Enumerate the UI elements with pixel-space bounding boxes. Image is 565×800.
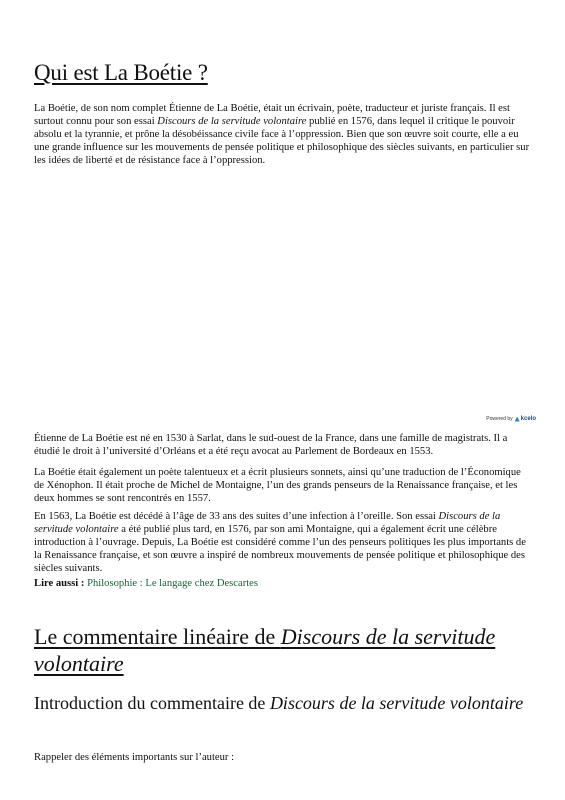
intro-paragraph [34, 102, 532, 167]
subsection-title [34, 692, 534, 715]
ad-powered-by: Powered by [486, 416, 513, 422]
see-also-link[interactable]: Philosophie : Le langage chez Descartes [87, 578, 259, 589]
subsection-title-text: Introduction du commentaire de [34, 693, 270, 713]
ad-brand-logo [515, 416, 536, 422]
bio-text-3a: En 1563, La Boétie est décédé à l’âge de 33 ans des suites d’une infection à l’oreille. Son essai [34, 511, 439, 522]
section-title [34, 623, 534, 677]
see-also [34, 578, 258, 589]
ad-brand-name: kcelo [520, 416, 536, 422]
page-title: Qui est La Boétie ? [34, 60, 208, 85]
bio-paragraph-3 [34, 510, 532, 575]
section-title-text: Le commentaire linéaire de [34, 624, 281, 649]
section-title-work: Discours de la servitude volontaire [34, 624, 496, 676]
see-also-label: Lire aussi : [34, 578, 85, 589]
brand-logo-icon [515, 417, 520, 422]
bio-paragraph-1: Étienne de La Boétie est né en 1530 à Sarlat, dans le sud-ouest de la France, dans une famille de magistrats. Il a étudié le droit à l’université d’Orléans et a été reçu avocat au Parlement de Bordeaux en 1553. [34, 433, 508, 457]
intro-text-1: La Boétie, de son nom complet Étienne de La Boétie, était un écrivain, poète, traducteur et juriste français. Il est surtout connu pour son essai [34, 103, 510, 127]
bio-paragraph-2: La Boétie était également un poète talentueux et a écrit plusieurs sonnets, ainsi qu’une traduction de l’Économique de Xénophon. Il était proche de Michel de Montaigne, l’un des grands penseurs de la Renaissance française, et les deux hommes se sont rencontrés en 1557. [34, 467, 521, 504]
subsection-title-work: Discours de la servitude volontaire [269, 693, 524, 713]
intro-text-2: publié en 1576, dans lequel il critique le pouvoir absolu et la tyrannie, et prône la désobéissance civile face à l’oppression. Bien que son œuvre soit courte, elle a eu une grande influence sur les mouvements de pensée politique et philosophique des siècles suivants, en particulier sur les idées de liberté et de résistance face à l’oppression. [34, 116, 530, 166]
remind-text: Rappeler des éléments importants sur l’auteur : [34, 752, 235, 763]
bio-text-3b: a été publié plus tard, en 1576, par son ami Montaigne, qui a également écrit une célèbre introduction à l’ouvrage. Depuis, La Boétie est considéré comme l’un des penseurs politiques les plus importants de la Renaissance française, et son œuvre a inspiré de nombreux mouvements de pensée politique et philosophique des siècles suivants. [34, 524, 526, 574]
bio-work-title: Discours de la servitude volontaire [34, 511, 501, 535]
intro-work-title: Discours de la servitude volontaire [157, 116, 307, 127]
ad-slot[interactable] [34, 168, 536, 423]
ad-attribution[interactable] [486, 416, 536, 422]
